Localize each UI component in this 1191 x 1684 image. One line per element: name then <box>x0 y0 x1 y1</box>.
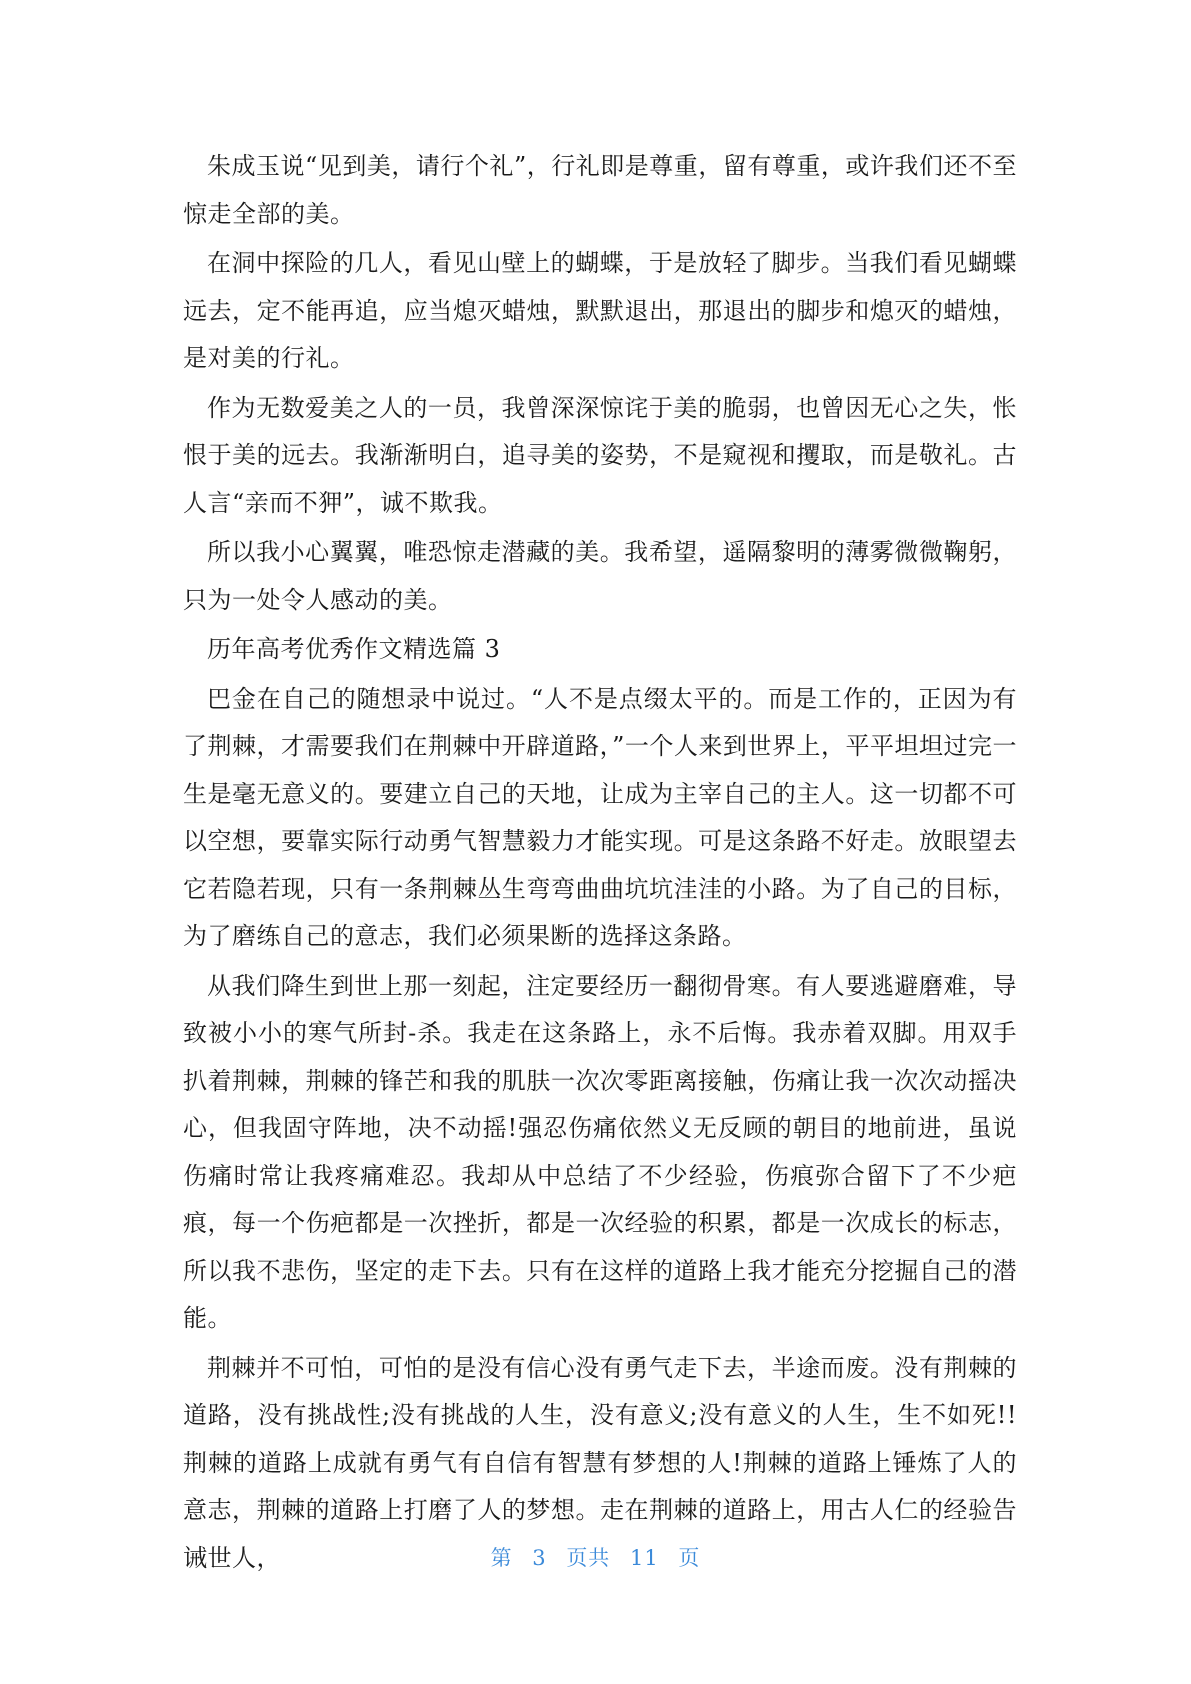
page-footer <box>0 1542 1191 1572</box>
footer-current-page: 3 <box>532 1546 547 1570</box>
footer-middle: 页共 <box>566 1546 611 1570</box>
footer-suffix: 页 <box>678 1546 701 1570</box>
paragraph-7: 荆棘并不可怕，可怕的是没有信心没有勇气走下去，半途而废。没有荆棘的道路，没有挑战性;没有挑战的人生，没有意义;没有意义的人生，生不如死!!荆棘的道路上成就有勇气有自信有智慧有梦想的人!荆棘的道路上锤炼了人的意志，荆棘的道路上打磨了人的梦想。走在荆棘的道路上，用古人仁的经验告诫世人， <box>183 1353 1017 1572</box>
paragraph-4: 所以我小心翼翼，唯恐惊走潜藏的美。我希望，遥隔黎明的薄雾微微鞠躬，只为一处令人感动的美。 <box>183 538 1017 614</box>
section-heading: 历年高考优秀作文精选篇 3 <box>207 635 501 663</box>
paragraph-3: 作为无数爱美之人的一员，我曾深深惊诧于美的脆弱，也曾因无心之失，怅恨于美的远去。我渐渐明白，追寻美的姿势，不是窥视和攫取，而是敬礼。古人言“亲而不狎”，诚不欺我。 <box>183 393 1017 517</box>
document-body <box>183 143 1017 1584</box>
footer-total-pages: 11 <box>630 1546 659 1570</box>
paragraph-5: 巴金在自己的随想录中说过。“人不是点缀太平的。而是工作的，正因为有了荆棘，才需要我们在荆棘中开辟道路，”一个人来到世界上，平平坦坦过完一生是毫无意义的。要建立自己的天地，让成为主宰自己的主人。这一切都不可以空想，要靠实际行动勇气智慧毅力才能实现。可是这条路不好走。放眼望去它若隐若现，只有一条荆棘丛生弯弯曲曲坑坑洼洼的小路。为了自己的目标，为了磨练自己的意志，我们必须果断的选择这条路。 <box>183 684 1017 950</box>
paragraph-2: 在洞中探险的几人，看见山壁上的蝴蝶，于是放轻了脚步。当我们看见蝴蝶远去，定不能再追，应当熄灭蜡烛，默默退出，那退出的脚步和熄灭的蜡烛，是对美的行礼。 <box>183 249 1017 372</box>
paragraph-6: 从我们降生到世上那一刻起，注定要经历一翻彻骨寒。有人要逃避磨难，导致被小小的寒气所封-杀。我走在这条路上，永不后悔。我赤着双脚。用双手扒着荆棘，荆棘的锋芒和我的肌肤一次次零距离接触，伤痛让我一次次动摇决心，但我固守阵地，决不动摇!强忍伤痛依然义无反顾的朝目的地前进，虽说伤痛时常让我疼痛难忍。我却从中总结了不少经验，伤痕弥合留下了不少疤痕，每一个伤疤都是一次挫折，都是一次经验的积累，都是一次成长的标志，所以我不悲伤，坚定的走下去。只有在这样的道路上我才能充分挖掘自己的潜能。 <box>183 971 1017 1332</box>
footer-prefix: 第 <box>490 1546 513 1570</box>
paragraph-1: 朱成玉说“见到美，请行个礼”，行礼即是尊重，留有尊重，或许我们还不至惊走全部的美。 <box>183 152 1017 228</box>
